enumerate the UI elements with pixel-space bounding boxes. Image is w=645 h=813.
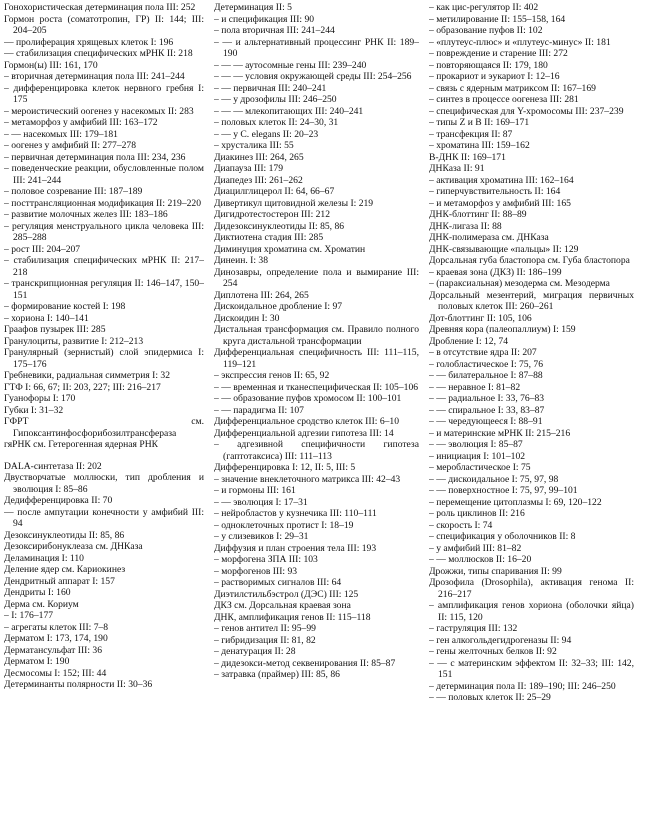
index-entry: – половое созревание III: 187–189	[4, 186, 143, 197]
index-entry: Диктиотена стадия III: 285	[214, 232, 324, 243]
index-entry: – хориона I: 140–141	[4, 312, 89, 324]
index-entry: – регуляция менструального цикла человека III: 285–288	[4, 220, 204, 243]
index-entry: – гибридизация II: 81, 82	[214, 634, 316, 646]
index-entry: Диацилглицерол II: 64, 66–67	[214, 186, 335, 197]
index-entry: Дорсальная губа бластопора см. Губа бластопора	[429, 255, 630, 266]
index-entry: – меробластическое I: 75	[429, 462, 531, 473]
index-entry: Детерминация II: 5	[214, 2, 292, 13]
index-entry: – метилирование II: 155–158, 164	[429, 13, 566, 25]
index-entry: Двустворчатые моллюски, тип дробления и эволюция I: 85–86	[4, 472, 204, 495]
index-entry: – гены желточных белков II: 92	[429, 646, 557, 657]
index-entry: – — моллюсков II: 16–20	[429, 554, 532, 565]
index-entry: ГТФ I: 66, 67; II: 203, 227; III: 216–217	[4, 381, 161, 393]
index-entry: Динозавры, определение пола и вымирание III: 254	[214, 266, 419, 289]
index-entry: — после ампутации конечности у амфибий III: 94	[4, 506, 204, 529]
index-entry: – — — млекопитающих III: 240–241	[214, 105, 364, 117]
index-entry: – — временная и тканеспецифическая II: 105–106	[214, 381, 419, 393]
index-entry: Дивертикул щитовидной железы I: 219	[214, 197, 374, 209]
index-entry: – развитие молочных желез III: 183–186	[4, 209, 168, 220]
index-entry: – роль циклинов II: 216	[429, 508, 525, 519]
index-entry: Дедифференцировка II: 70	[4, 495, 113, 506]
index-entry: – синтез в процессе оогенеза III: 281	[429, 94, 579, 105]
index-entry: – вторичная детерминация пола III: 241–244	[4, 71, 185, 82]
index-entry: – голобластическое I: 75, 76	[429, 358, 543, 370]
index-entry: ДКЗ см. Дорсальная краевая зона	[214, 600, 351, 611]
index-entry: – адгезивной специфичности гипотеза (гаптотаксиса) III: 111–113	[214, 439, 419, 462]
index-entry: Гормон(ы) III: 161, 170	[4, 59, 98, 71]
index-entry: Диапауза III: 179	[214, 163, 283, 174]
index-entry: – у амфибий III: 81–82	[429, 542, 522, 554]
index-entry: Граафов пузырек III: 285	[4, 324, 106, 335]
index-entry: — пролиферация хрящевых клеток I: 196	[4, 36, 174, 48]
index-entry: Дигидротестостерон III: 212	[214, 209, 331, 220]
index-entry: Дистальная трансформация см. Правило полного круга дистальной трансформации	[214, 324, 419, 347]
index-entry: – повторяющаяся II: 179, 180	[429, 59, 548, 71]
index-entry: Диминуция хроматина см. Хроматин	[214, 243, 366, 255]
index-entry: – морфогена ЗПА III: 103	[214, 554, 318, 565]
index-entry: – образование пуфов II: 102	[429, 25, 543, 36]
index-entry: – — неравное I: 81–82	[429, 381, 521, 393]
index-entry: Дендритный аппарат I: 157	[4, 575, 115, 587]
index-entry: – хрусталика III: 55	[214, 140, 294, 151]
index-entry: – дифференцировка клеток нервного гребня I: 175	[4, 82, 204, 105]
index-entry: – одноклеточных протист I: 18–19	[214, 519, 354, 531]
index-entry: Динеин. I: 38	[214, 255, 268, 266]
index-entry: – денатурация II: 28	[214, 646, 296, 657]
index-entry: – (параксиальная) мезодерма см. Мезодерма	[429, 278, 610, 289]
index-entry: – морфогенов III: 93	[214, 565, 298, 577]
index-entry: – — дискоидальное I: 75, 97, 98	[429, 473, 559, 485]
index-entry: – — и альтернативный процессинг РНК II: 189–190	[214, 36, 419, 59]
index-entry: – экспрессия генов II: 65, 92	[214, 370, 330, 381]
index-entry: Дот-блоттинг II: 105, 106	[429, 312, 532, 324]
index-entry: – транскрипционная регуляция II: 146–147, 150–151	[4, 278, 204, 301]
index-entry: Дерма см. Кориум	[4, 598, 79, 610]
index-entry: – типы Z и B II: 169–171	[429, 117, 530, 128]
index-entry: Гранулярный (зернистый) слой эпидермиса I: 175–176	[4, 347, 204, 370]
index-entry: – гаструляция III: 132	[429, 623, 518, 634]
index-entry: Гуанофоры I: 170	[4, 393, 76, 404]
index-column-1	[4, 2, 204, 813]
index-entry: Гранулоциты, развитие I: 212–213	[4, 335, 144, 347]
index-entry: – — половых клеток II: 25–29	[429, 692, 551, 703]
index-entry: – связь с ядерным матриксом II: 167–169	[429, 82, 596, 94]
index-entry: Дробление I: 12, 74	[429, 335, 508, 347]
index-entry: Дорсальный мезентерий, миграция первичных половых клеток III: 260–261	[429, 289, 634, 312]
index-entry: Дифференциальной адгезии гипотеза III: 14	[214, 427, 394, 439]
index-entry: Дифференцировка I: 12, II: 5, III: 5	[214, 462, 356, 473]
index-entry: – детерминация пола II: 189–190; III: 246–250	[429, 680, 616, 692]
index-entry: – генов антител II: 95–99	[214, 623, 316, 634]
index-entry: – I: 176–177	[4, 610, 54, 621]
index-entry: – нейробластов у кузнечика III: 110–111	[214, 508, 377, 519]
index-entry: Губки I: 31–32	[4, 404, 64, 416]
index-entry: – в отсутствие ядра II: 207	[429, 347, 537, 358]
index-entry: Дендриты I: 160	[4, 587, 71, 598]
index-entry: – пола вторичная III: 241–244	[214, 25, 335, 36]
index-entry: – — образование пуфов хромосом II: 100–101	[214, 393, 402, 404]
index-entry: – метаморфоз у амфибий III: 163–172	[4, 117, 158, 128]
index-entry: Десмосомы I: 152; III: 44	[4, 667, 107, 679]
index-entry: Гребневики, радиальная симметрия I: 32	[4, 370, 171, 381]
index-entry: – — с материнским эффектом II: 32–33; III: 142, 151	[429, 657, 634, 680]
index-entry: – — радиальное I: 33, 76–83	[429, 393, 545, 404]
index-entry: – как цис-регулятор II: 402	[429, 2, 539, 13]
index-entry: Дрожжи, типы спаривания II: 99	[429, 565, 562, 577]
index-entry: Гонохористическая детерминация пола III: 252	[4, 2, 196, 13]
index-entry: — стабилизация специфических мРНК II: 218	[4, 48, 193, 59]
index-entry: – прокариот и эукариот I: 12–16	[429, 71, 560, 82]
index-entry: – первичная детерминация пола III: 234, 236	[4, 151, 186, 163]
index-entry: – — — условия окружающей среды III: 254–256	[214, 71, 412, 82]
index-entry: – дидезокси-метод секвенирования II: 85–87	[214, 657, 396, 669]
index-entry: – — у C. elegans II: 20–23	[214, 128, 319, 140]
index-entry: – — парадигма II: 107	[214, 404, 304, 416]
index-entry: В-ДНК II: 169–171	[429, 151, 506, 163]
index-entry: – агрегаты клеток III: 7–8	[4, 621, 109, 633]
index-entry: – — эволюция I: 85–87	[429, 439, 523, 450]
index-entry: Дезоксирибонуклеаза см. ДНКаза	[4, 541, 143, 552]
index-entry: Дифференциальная специфичность III: 111–115, 119–121	[214, 347, 419, 370]
index-entry: – «плутеус-плюс» и «плутеус-минус» II: 181	[429, 36, 611, 48]
index-entry: – — первичная III: 240–241	[214, 82, 327, 94]
index-entry: – оогенез у амфибий II: 277–278	[4, 140, 137, 151]
index-entry: – и материнские мРНК II: 215–216	[429, 427, 571, 439]
index-entry: ДНК, амплификация генов II: 115–118	[214, 611, 371, 623]
index-entry: – ген алкогольдегидрогеназы II: 94	[429, 634, 572, 646]
index-entry: Дискоидин I: 30	[214, 312, 280, 324]
index-entry: – инициация I: 101–102	[429, 450, 526, 462]
index-entry: Древняя кора (палеопаллиум) I: 159	[429, 324, 576, 335]
index-entry: Диапедез III: 261–262	[214, 174, 303, 186]
index-entry: – хроматина III: 159–162	[429, 140, 530, 151]
index-entry: – спецификация у оболочников II: 8	[429, 531, 576, 542]
index-entry: – — поверхностное I: 75, 97, 99–101	[429, 485, 578, 496]
index-column-2	[214, 2, 419, 813]
index-entry: Дидезоксинуклеотиды II: 85, 86	[214, 220, 345, 232]
index-entry: – у слизевиков I: 29–31	[214, 531, 309, 542]
index-entry: – — насекомых III: 179–181	[4, 128, 118, 140]
index-entry: – — эволюция I: 17–31	[214, 496, 308, 508]
index-entry: Дезоксинуклеотиды II: 85, 86	[4, 529, 125, 541]
index-entry: Дискоидальное дробление I: 97	[214, 301, 343, 312]
index-entry: Деление ядер см. Кариокинез	[4, 564, 126, 575]
index-entry: – растворимых сигналов III: 64	[214, 577, 342, 588]
index-entry: ДНКаза II: 91	[429, 163, 485, 174]
index-entry: Дифференциальное сродство клеток III: 6–10	[214, 416, 400, 427]
index-entry: ГФРТ см. Гипоксантинфосфорибозилтрансфераза	[4, 416, 204, 439]
index-entry: – скорость I: 74	[429, 519, 493, 531]
index-entry: – рост III: 204–207	[4, 243, 81, 255]
index-entry: – гиперчувствительность II: 164	[429, 186, 561, 197]
index-entry: – и спецификация III: 90	[214, 13, 315, 25]
index-entry: Диакинез III: 264, 265	[214, 151, 304, 163]
index-entry: – амплификация генов хориона (оболочки яйца) II: 115, 120	[429, 600, 634, 623]
index-entry: Деламинация I: 110	[4, 552, 84, 564]
index-entry: – трансфекция II: 87	[429, 128, 513, 140]
index-entry: ДНК-связывающие «пальцы» II: 129	[429, 243, 579, 255]
section-gap	[4, 451, 204, 461]
index-entry: – перемещение цитоплазмы I: 69, 120–122	[429, 496, 602, 508]
index-entry: – мероистический оогенез у насекомых II: 283	[4, 105, 194, 117]
index-entry: Дерматом I: 173, 174, 190	[4, 633, 108, 644]
index-column-3	[429, 2, 634, 813]
index-entry: – — у дрозофилы III: 246–250	[214, 94, 337, 105]
index-entry: – затравка (праймер) III: 85, 86	[214, 669, 340, 680]
index-entry: DALA-синтетаза II: 202	[4, 460, 102, 472]
index-entry: Диэтилстильбэстрол (ДЭС) III: 125	[214, 588, 359, 600]
index-entry: – посттрансляционная модификация II: 219–220	[4, 197, 202, 209]
index-entry: Детерминанты полярности II: 30–36	[4, 679, 153, 690]
index-entry: ДНК-блоттинг II: 88–89	[429, 209, 527, 220]
index-entry: – активация хроматина III: 162–164	[429, 174, 574, 186]
index-entry: – и метаморфоз у амфибий III: 165	[429, 197, 571, 209]
index-entry: ДНК-лигаза II: 88	[429, 220, 502, 232]
index-entry: Дрозофила (Drosophila), активация генома II: 216–217	[429, 577, 634, 600]
index-entry: – стабилизация специфических мРНК II: 217–218	[4, 255, 204, 278]
index-entry: – — чередующееся I: 88–91	[429, 416, 543, 427]
index-entry: Гормон роста (соматотропин, ГР) II: 144; III: 204–205	[4, 13, 204, 36]
index-entry: – поведенческие реакции, обусловленные полом III: 241–244	[4, 163, 204, 186]
index-entry: – — спиральное I: 33, 83–87	[429, 404, 545, 416]
index-entry: – формирование костей I: 198	[4, 301, 126, 312]
index-entry: Дерматом I: 190	[4, 656, 70, 667]
index-entry: – половых клеток II: 24–30, 31	[214, 117, 339, 128]
index-entry: – — билатеральное I: 87–88	[429, 370, 543, 381]
index-entry: – значение внеклеточного матрикса III: 42–43	[214, 473, 401, 485]
index-entry: – и гормоны III: 161	[214, 485, 296, 496]
index-entry: – специфическая для Y-хромосомы III: 237–239	[429, 105, 624, 117]
index-entry: гяРНК см. Гетерогенная ядерная РНК	[4, 439, 159, 450]
index-entry: ДНК-полимераза см. ДНКаза	[429, 232, 549, 243]
index-entry: – — — аутосомные гены III: 239–240	[214, 59, 367, 71]
index-entry: – повреждение и старение III: 272	[429, 48, 568, 59]
index-entry: Диплотена III: 264, 265	[214, 289, 309, 301]
index-entry: – краевая зона (ДКЗ) II: 186–199	[429, 266, 562, 278]
index-entry: Диффузия и план строения тела III: 193	[214, 542, 377, 554]
index-entry: Дерматансульфат III: 36	[4, 644, 103, 656]
